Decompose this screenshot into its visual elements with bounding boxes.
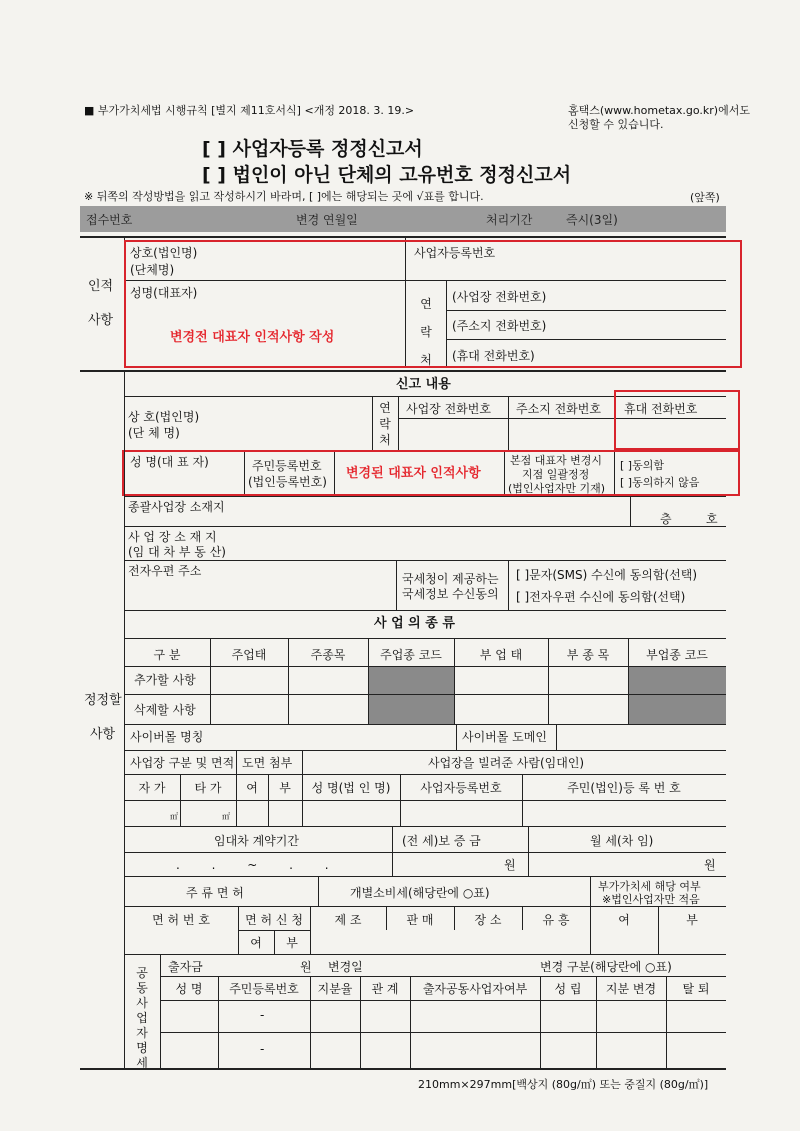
mobile-phone-label: (휴대 전화번호) [452, 349, 535, 363]
cyber-mall-domain-label: 사이버몰 도메인 [462, 730, 547, 744]
excise-tax-label: 개별소비세(해당란에 ○표) [350, 886, 490, 900]
divider [124, 852, 726, 853]
vat-applicable-line2: ※법인사업자만 적음 [602, 893, 700, 906]
divider [508, 396, 509, 450]
divider [124, 876, 726, 877]
apply-yes: 여 [250, 936, 262, 950]
capital-label: 출자금 [168, 960, 203, 974]
col-category: 구 분 [153, 648, 181, 662]
email-label: 전자우편 주소 [128, 564, 202, 578]
divider [630, 496, 631, 526]
divider [160, 976, 726, 977]
divider [318, 876, 319, 906]
agree-checkbox[interactable]: [ ]동의함 [620, 459, 664, 472]
divider [160, 954, 161, 1068]
trade-name-label: 상호(법인명) [130, 246, 198, 260]
lessor-brn-label: 사업자등록번호 [420, 781, 502, 795]
divider [528, 826, 529, 876]
contact-vertical-label: 연 락 처 [420, 297, 432, 367]
report-home-phone-label: 주소지 전화번호 [516, 402, 601, 416]
report-heading: 신고 내용 [396, 377, 451, 392]
front-side-label: (앞쪽) [690, 191, 720, 204]
divider [508, 560, 509, 610]
report-trade-name-label: 상 호(법인명) [128, 410, 200, 424]
divider [398, 396, 399, 450]
rental-property-label: (임 대 차 부 동 산) [128, 545, 226, 559]
divider [124, 954, 726, 955]
biz-phone-label: (사업장 전화번호) [452, 290, 547, 304]
highlight-box-rep [122, 450, 740, 496]
divider [124, 370, 125, 1068]
nts-info-line2: 국세정보 수신동의 [402, 587, 499, 601]
business-type-heading: 사 업 의 종 류 [374, 616, 455, 631]
joint-col-establish: 성 립 [554, 982, 582, 996]
highlight-box-mobile [614, 390, 740, 450]
correction-label-2: 사항 [90, 727, 116, 742]
hometax-note-line2: 신청할 수 있습니다. [568, 118, 664, 131]
divider [372, 396, 373, 450]
joint-col-rrn: 주민등록번호 [229, 982, 299, 996]
hometax-note-line1: 홈택스(www.hometax.go.kr)에서도 [568, 104, 750, 117]
divider [124, 774, 726, 775]
manufacture-label: 제 조 [334, 913, 362, 927]
deposit-label: (전 세)보 증 금 [402, 834, 481, 848]
home-phone-label: (주소지 전화번호) [452, 319, 547, 333]
rrn-label: 주민등록번호 [252, 459, 322, 473]
divider [124, 906, 726, 907]
divider [124, 610, 726, 611]
divider [124, 724, 726, 725]
paper-spec-footer: 210mm×297mm[백상지 (80g/㎡) 또는 중질지 (80g/㎡)] [418, 1078, 709, 1091]
vat-applicable-line1: 부가가치세 해당 여부 [598, 880, 701, 893]
lease-period-label: 임대차 계약기간 [214, 834, 299, 848]
form-title-line2: [ ] 법인이 아닌 단체의 고유번호 정정신고서 [202, 164, 572, 186]
floor-label: 층 [660, 512, 672, 526]
joint-row1-dash: - [260, 1008, 265, 1022]
report-rep-name-label: 성 명(대 표 자) [130, 455, 209, 469]
license-number-label: 면 허 번 호 [152, 913, 210, 927]
divider [80, 236, 726, 238]
sale-label: 판 매 [406, 913, 434, 927]
delete-row-label: 삭제할 사항 [134, 703, 196, 717]
unit-label: 호 [706, 512, 718, 526]
apply-no: 부 [286, 936, 298, 950]
group-name-label: (단체명) [130, 263, 175, 277]
joint-business-vertical-label: 공동사업자명세 [136, 966, 148, 1070]
premises-type-area-label: 사업장 구분 및 면적 [130, 756, 235, 770]
lease-period-field[interactable]: . . ~ . . [176, 858, 343, 872]
report-group-name-label: (단 체 명) [128, 426, 180, 440]
joint-col-share-change: 지분 변경 [605, 982, 657, 996]
joint-col-name: 성 명 [175, 982, 203, 996]
monthly-won: 원 [704, 858, 716, 872]
biz-location-label: 사 업 장 소 재 지 [128, 530, 217, 544]
form-title-line1: [ ] 사업자등록 정정신고서 [202, 138, 423, 160]
divider [556, 724, 557, 750]
divider [392, 826, 393, 876]
personal-section-label-2: 사항 [88, 313, 114, 328]
email-agree-checkbox[interactable]: [ ]전자우편 수신에 동의함(선택) [516, 590, 686, 604]
receipt-number-label: 접수번호 [86, 213, 133, 227]
joint-address-label: 종괄사업장 소재지 [128, 500, 225, 514]
col-sub-item: 부 종 목 [566, 648, 610, 662]
divider [124, 526, 726, 527]
highlight-box-personal [124, 240, 742, 368]
col-main-item: 주종목 [310, 648, 346, 662]
annotation-before-change: 변경전 대표자 인적사항 작성 [170, 330, 335, 345]
divider [80, 370, 726, 372]
other-area-unit: ㎡ [222, 812, 230, 821]
change-date-label-joint: 변경일 [328, 960, 363, 974]
correction-label-1: 정정할 [84, 693, 122, 708]
disagree-checkbox[interactable]: [ ]동의하지 않음 [620, 476, 700, 489]
drawing-yes: 여 [246, 781, 258, 795]
divider [590, 876, 591, 906]
processing-period-label: 처리기간 [486, 213, 533, 227]
joint-col-investor: 출자공동사업자여부 [422, 982, 528, 996]
divider [80, 1068, 726, 1070]
joint-col-relation: 관 계 [371, 982, 399, 996]
joint-col-withdraw: 탈 퇴 [682, 982, 710, 996]
processing-period-value: 즉시(3일) [566, 213, 618, 227]
entertainment-label: 유 흥 [542, 913, 570, 927]
divider [124, 694, 726, 695]
lessor-rrn-label: 주민(법인)등 록 번 호 [567, 781, 681, 795]
monthly-rent-label: 월 세(차 임) [590, 834, 654, 848]
hq-change-line3: (법인사업자만 기재) [508, 482, 606, 495]
capital-won: 원 [300, 960, 312, 974]
lessor-label: 사업장을 빌려준 사람(임대인) [428, 756, 585, 770]
divider [124, 826, 726, 827]
shaded-cell-sub-code [629, 667, 726, 724]
divider [160, 1032, 726, 1033]
drawing-label: 도면 첨부 [242, 756, 293, 770]
own-area-unit: ㎡ [170, 812, 178, 821]
shaded-cell-main-code [369, 667, 454, 724]
annotation-after-change: 변경된 대표자 인적사항 [346, 466, 481, 481]
deposit-won: 원 [504, 858, 516, 872]
lessor-name-label: 성 명(법 인 명) [311, 781, 391, 795]
divider [124, 560, 726, 561]
joint-row2-dash: - [260, 1042, 265, 1056]
hq-change-line2: 지점 일괄정정 [522, 468, 590, 481]
representative-name-label: 성명(대표자) [130, 286, 198, 300]
vat-no: 부 [686, 913, 698, 927]
corp-rrn-label: (법인등록번호) [248, 475, 327, 489]
divider [456, 724, 457, 750]
divider [396, 560, 397, 610]
change-type-label: 변경 구분(해당란에 ○표) [540, 960, 672, 974]
joint-col-share: 지분율 [317, 982, 353, 996]
report-mobile-phone-label: 휴대 전화번호 [624, 402, 698, 416]
divider [124, 638, 726, 639]
personal-section-label-1: 인적 [88, 279, 114, 294]
divider [124, 800, 726, 801]
change-date-label: 변경 연월일 [296, 213, 358, 227]
cyber-mall-name-label: 사이버몰 명칭 [130, 730, 204, 744]
col-sub-code: 부업종 코드 [646, 648, 708, 662]
vat-yes: 여 [618, 913, 630, 927]
license-apply-label: 면 허 신 청 [245, 913, 303, 927]
own-label: 자 가 [138, 781, 166, 795]
nts-info-line1: 국세청이 제공하는 [402, 572, 499, 586]
sms-agree-checkbox[interactable]: [ ]문자(SMS) 수신에 동의함(선택) [516, 568, 698, 582]
col-sub-business: 부 업 태 [479, 648, 523, 662]
report-biz-phone-label: 사업장 전화번호 [406, 402, 491, 416]
other-label: 타 가 [194, 781, 222, 795]
divider [236, 750, 237, 774]
receipt-bar [80, 206, 726, 232]
divider [160, 1000, 726, 1001]
biz-reg-no-label: 사업자등록번호 [414, 246, 496, 260]
regulation-reference: ■ 부가가치세법 시행규칙 [별지 제11호서식] <개정 2018. 3. 19.> [84, 104, 415, 117]
report-contact-vertical: 연 락 처 [379, 401, 391, 447]
place-label: 장 소 [474, 913, 502, 927]
divider [124, 750, 726, 751]
drawing-no: 부 [279, 781, 291, 795]
col-main-business: 주업태 [231, 648, 267, 662]
add-row-label: 추가할 사항 [134, 673, 196, 687]
divider [124, 496, 726, 497]
hq-change-line1: 본점 대표자 변경시 [510, 454, 603, 467]
col-main-code: 주업종 코드 [380, 648, 442, 662]
liquor-license-label: 주 류 면 허 [186, 886, 244, 900]
instruction-notice: ※ 뒤쪽의 작성방법을 읽고 작성하시기 바라며, [ ]에는 해당되는 곳에 √표를 합니다. [84, 190, 484, 203]
